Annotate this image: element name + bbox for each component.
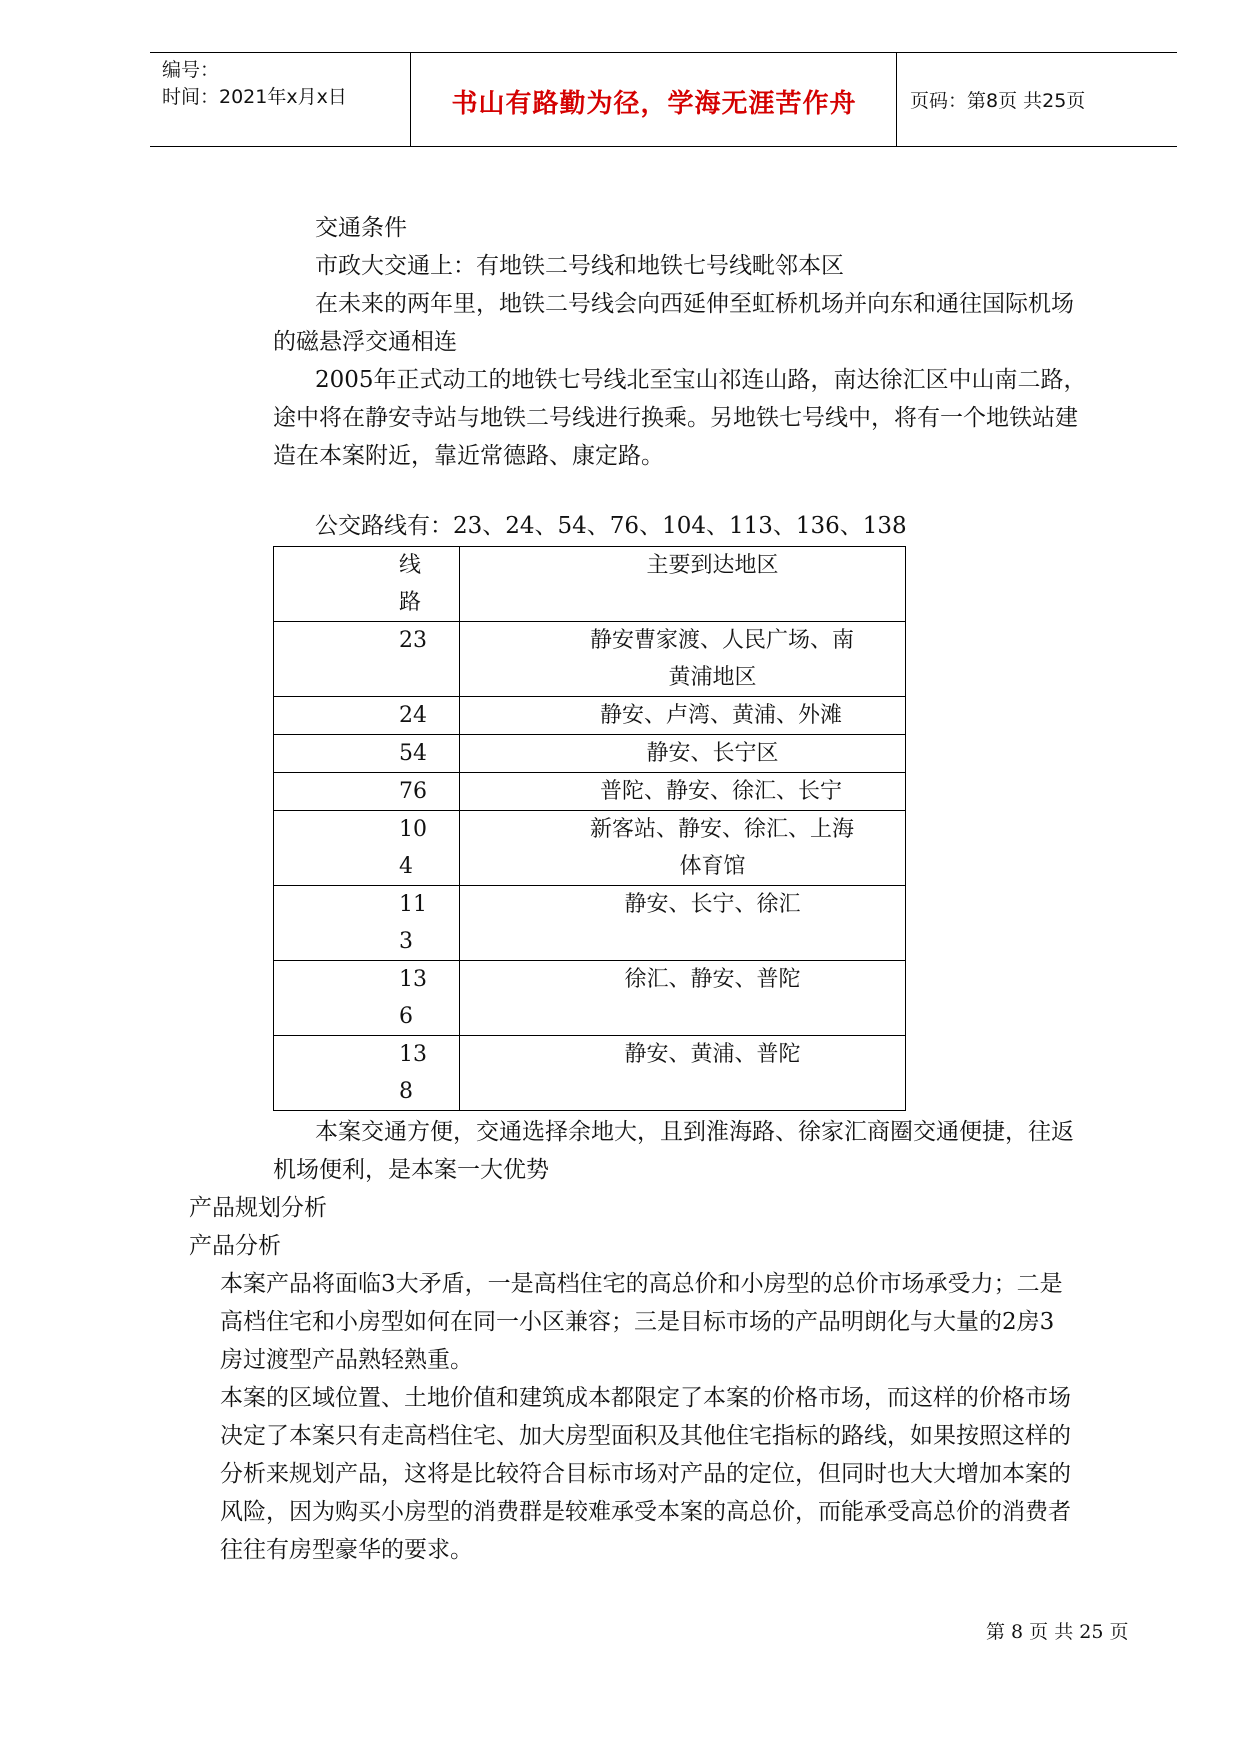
area-cell (460, 961, 906, 1036)
area-cell (460, 622, 906, 697)
paragraph-line: 本案产品将面临3大矛盾，一是高档住宅的高总价和小房型的总价市场承受力；二是 (220, 1271, 1063, 1297)
document-number-label: 编号： (162, 59, 220, 81)
area-cell (460, 697, 906, 735)
table-header-cell (274, 547, 460, 622)
paragraph-line: 2005年正式动工的地铁七号线北至宝山祁连山路，南达徐汇区中山南二路， (315, 367, 1087, 393)
paragraph-line: 本案交通方便，交通选择余地大，且到淮海路、徐家汇商圈交通便捷，往返 (315, 1119, 1074, 1145)
area-cell (460, 735, 906, 773)
section-heading-product: 产品分析 (189, 1233, 281, 1259)
route-cell (274, 622, 460, 697)
paragraph-line: 的磁悬浮交通相连 (273, 329, 457, 355)
area-text: 徐汇、静安、普陀 (624, 967, 801, 992)
route-cell (274, 773, 460, 811)
area-text: 静安曹家渡、人民广场、南 (590, 628, 855, 653)
paragraph-line: 在未来的两年里，地铁二号线会向西延伸至虹桥机场并向东和通往国际机场 (315, 291, 1074, 317)
table-header-cell (460, 547, 906, 622)
header-route-a: 线 (399, 553, 422, 578)
route-number: 24 (399, 703, 427, 728)
table-row (274, 1036, 906, 1111)
route-number-wrap: 8 (399, 1079, 413, 1104)
table-header-row (274, 547, 906, 622)
route-number: 11 (399, 892, 427, 917)
section-heading-plan: 产品规划分析 (189, 1195, 327, 1221)
table-row (274, 735, 906, 773)
section-heading-traffic: 交通条件 (315, 215, 407, 241)
table-row (274, 622, 906, 697)
area-text: 静安、黄浦、普陀 (624, 1042, 801, 1067)
area-cell (460, 1036, 906, 1111)
paragraph-line: 机场便利，是本案一大优势 (273, 1157, 549, 1183)
header-page-label: 页码：第8页 共25页 (910, 90, 1086, 112)
route-cell (274, 961, 460, 1036)
paragraph-line: 往往有房型豪华的要求。 (220, 1537, 473, 1563)
page-header (150, 52, 1177, 147)
area-cell (460, 773, 906, 811)
table-row (274, 697, 906, 735)
area-text-wrap: 体育馆 (679, 854, 746, 879)
paragraph-line: 市政大交通上：有地铁二号线和地铁七号线毗邻本区 (315, 253, 844, 279)
area-text: 新客站、静安、徐汇、上海 (590, 817, 855, 842)
header-divider (410, 53, 411, 146)
header-route-b: 路 (399, 590, 422, 615)
document-time-label: 时间：2021年x月x日 (162, 86, 347, 108)
table-row (274, 773, 906, 811)
route-cell (274, 811, 460, 886)
table-row (274, 811, 906, 886)
area-text: 静安、长宁区 (646, 741, 779, 766)
bus-routes-table (273, 546, 906, 1111)
paragraph-line: 途中将在静安寺站与地铁二号线进行换乘。另地铁七号线中，将有一个地铁站建 (273, 405, 1078, 431)
route-cell (274, 735, 460, 773)
table-row (274, 886, 906, 961)
route-number: 13 (399, 967, 427, 992)
paragraph-line: 风险，因为购买小房型的消费群是较难承受本案的高总价，而能承受高总价的消费者 (220, 1499, 1071, 1525)
route-number-wrap: 3 (399, 929, 413, 954)
paragraph-line: 房过渡型产品熟轻熟重。 (220, 1347, 473, 1373)
area-text: 静安、卢湾、黄浦、外滩 (600, 703, 843, 728)
paragraph-line: 分析来规划产品，这将是比较符合目标市场对产品的定位，但同时也大大增加本案的 (220, 1461, 1071, 1487)
route-number-wrap: 6 (399, 1004, 413, 1029)
paragraph-line: 造在本案附近，靠近常德路、康定路。 (273, 443, 664, 469)
area-text-wrap: 黄浦地区 (668, 665, 757, 690)
route-number: 23 (399, 628, 427, 653)
paragraph-line: 决定了本案只有走高档住宅、加大房型面积及其他住宅指标的路线，如果按照这样的 (220, 1423, 1071, 1449)
header-area: 主要到达地区 (646, 553, 779, 578)
area-cell (460, 811, 906, 886)
area-text: 普陀、静安、徐汇、长宁 (600, 779, 843, 804)
page-footer: 第 8 页 共 25 页 (986, 1621, 1129, 1643)
route-number: 54 (399, 741, 427, 766)
header-motto: 书山有路勤为径，学海无涯苦作舟 (451, 89, 857, 119)
route-cell (274, 886, 460, 961)
route-number: 76 (399, 779, 427, 804)
route-cell (274, 1036, 460, 1111)
header-divider (896, 53, 897, 146)
route-number: 10 (399, 817, 427, 842)
table-row (274, 961, 906, 1036)
route-cell (274, 697, 460, 735)
route-number: 13 (399, 1042, 427, 1067)
area-cell (460, 886, 906, 961)
bus-routes-intro: 公交路线有：23、24、54、76、104、113、136、138 (315, 513, 907, 539)
paragraph-line: 高档住宅和小房型如何在同一小区兼容；三是目标市场的产品明朗化与大量的2房3 (220, 1309, 1055, 1335)
route-number-wrap: 4 (399, 854, 413, 879)
area-text: 静安、长宁、徐汇 (624, 892, 801, 917)
route-number-wrap (399, 659, 459, 696)
header-meta (162, 57, 347, 111)
paragraph-line: 本案的区域位置、土地价值和建筑成本都限定了本案的价格市场，而这样的价格市场 (220, 1385, 1071, 1411)
